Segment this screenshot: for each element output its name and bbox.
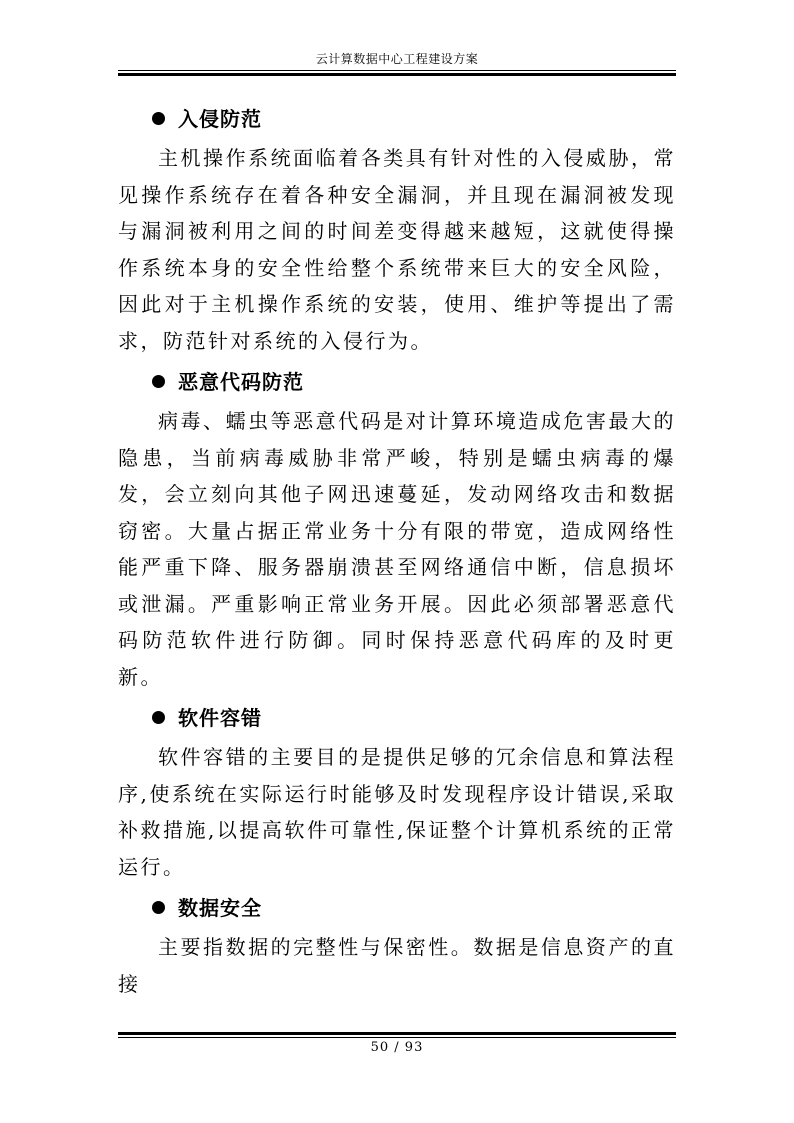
section-heading-text: 软件容错 — [178, 706, 262, 730]
section-heading-text: 入侵防范 — [178, 107, 262, 131]
header-rule-thin — [118, 70, 676, 71]
bullet-dot-icon — [152, 901, 165, 914]
bullet-dot-icon — [152, 711, 165, 724]
bullet-dot-icon — [152, 112, 165, 125]
section-paragraph: 软件容错的主要目的是提供足够的冗余信息和算法程序,使系统在实际运行时能够及时发现程序设计错误,采取补救措施,以提高软件可靠性,保证整个计算机系统的正常运行。 — [118, 745, 676, 879]
footer-rule-thick — [118, 1032, 676, 1035]
document-body — [118, 98, 676, 1002]
page-number: 50 / 93 — [370, 1040, 424, 1055]
section-heading — [118, 98, 676, 140]
header-rule-thick — [118, 73, 676, 76]
section-heading — [118, 697, 676, 739]
section-paragraph: 病毒、蠕虫等恶意代码是对计算环境造成危害最大的隐患，当前病毒威胁非常严峻，特别是蠕虫病毒的爆发，会立刻向其他子网迅速蔓延，发动网络攻击和数据窃密。大量占据正常业务十分有限的带宽，造成网络性能严重下降、服务器崩溃甚至网络通信中断，信息损坏或泄漏。严重影响正常业务开展。因此必须部署恶意代码防范软件进行防御。同时保持恶意代码库的及时更新。 — [118, 409, 676, 689]
section-heading — [118, 887, 676, 929]
footer-rule-thin — [118, 1037, 676, 1038]
section-paragraph: 主要指数据的完整性与保密性。数据是信息资产的直接 — [118, 935, 676, 996]
section-heading-text: 恶意代码防范 — [178, 370, 304, 394]
page-header-title: 云计算数据中心工程建设方案 — [315, 52, 479, 66]
bullet-dot-icon — [152, 375, 165, 388]
section-heading-text: 数据安全 — [178, 896, 262, 920]
section-heading — [118, 361, 676, 403]
section-paragraph: 主机操作系统面临着各类具有针对性的入侵威胁，常见操作系统存在着各种安全漏洞，并且现在漏洞被发现与漏洞被利用之间的时间差变得越来越短，这就使得操作系统本身的安全性给整个系统带来巨大的安全风险，因此对于主机操作系统的安装，使用、维护等提出了需求，防范针对系统的入侵行为。 — [118, 146, 676, 353]
